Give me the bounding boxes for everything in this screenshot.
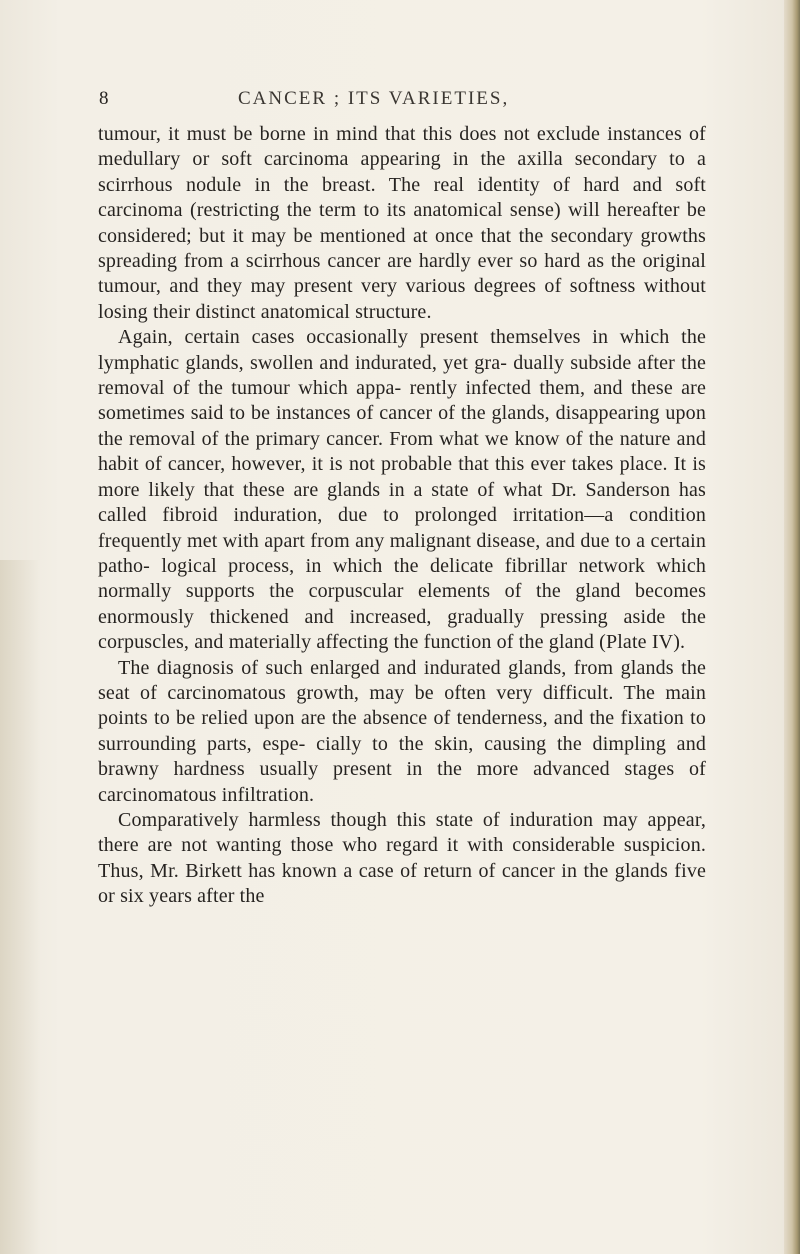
- paragraph-4: Comparatively harmless though this state of induration may appear, there are not wanting those who regard it with considerable suspicion. Thus, Mr. Birkett has known a case of return of cancer in the glands five or six years after the: [98, 808, 706, 908]
- running-title: CANCER ; ITS VARIETIES,: [238, 88, 510, 109]
- page-stain: [0, 560, 40, 1254]
- paragraph-3: The diagnosis of such enlarged and indurated glands, from glands the seat of carcinomatous growth, may be often very difficult. The main points to be relied upon are the absence of tenderness, and the fixation to surrounding parts, espe- cially to the skin, causing the dimpling and brawny hardness usually present in the more advanced stages of carcinomatous infiltration.: [98, 656, 706, 806]
- paragraph-2: Again, certain cases occasionally present themselves in which the lymphatic glands, swollen and indurated, yet gra- dually subside after the removal of the tumour which appa- rently infected them, and these are sometimes said to be instances of cancer of the glands, disappearing upon the removal of the primary cancer. From what we know of the nature and habit of cancer, however, it is not probable that this ever takes place. It is more likely that these are glands in a state of what Dr. Sanderson has called fibroid induration, due to prolonged irritation—a condition frequently met with apart from any malignant disease, and due to a certain patho- logical process, in which the delicate fibrillar network which normally supports the corpuscular elements of the gland becomes enormously thickened and increased, gradually pressing aside the corpuscles, and materially affecting the function of the gland (Plate IV).: [98, 326, 706, 654]
- body-text: [98, 122, 706, 910]
- page-edge: [784, 0, 800, 1254]
- paragraph-1: tumour, it must be borne in mind that this does not exclude instances of medullary or soft carcinoma appearing in the axilla secondary to a scirrhous nodule in the breast. The real identity of hard and soft carcinoma (restricting the term to its anatomical sense) will hereafter be considered; but it may be mentioned at once that the secondary growths spreading from a scirrhous cancer are hardly ever so hard as the original tumour, and they may present very various degrees of softness without losing their distinct anatomical structure.: [98, 123, 706, 323]
- page-number: 8: [99, 88, 109, 109]
